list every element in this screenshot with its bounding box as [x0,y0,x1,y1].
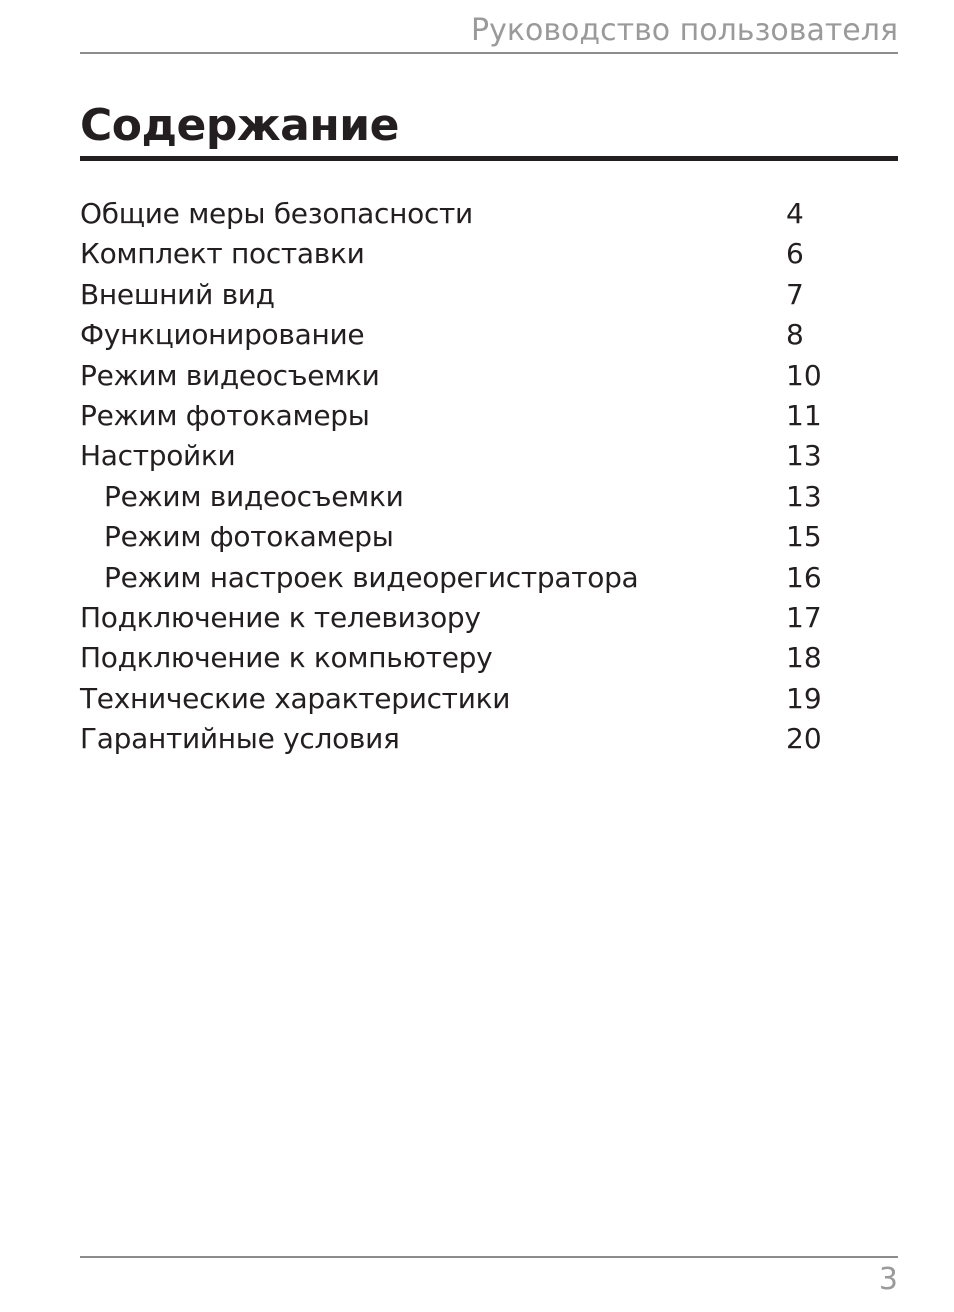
toc-entry[interactable] [80,679,898,719]
toc-entry-title: Режим фотокамеры [104,520,394,554]
toc-entry-title: Режим фотокамеры [80,398,370,432]
toc-entry-page: 13 [786,439,822,473]
toc-entry[interactable] [80,194,898,234]
header-rule [80,52,898,54]
toc-entry[interactable] [80,517,898,557]
toc-entry[interactable] [80,477,898,517]
toc-entry-page: 18 [786,641,822,675]
toc-entry[interactable] [80,638,898,678]
toc-entry-title: Режим настроек видеорегистратора [104,560,639,594]
toc-entry-page: 6 [786,237,804,271]
toc-entry-title: Подключение к компьютеру [80,641,493,675]
toc-entry-page: 13 [786,479,822,513]
toc-entry-page: 10 [786,358,822,392]
toc-entry-page: 4 [786,197,804,230]
toc-entry[interactable] [80,315,898,355]
toc-entry-page: 7 [786,277,804,311]
page-number: 3 [878,1262,898,1297]
toc-entry[interactable] [80,558,898,598]
toc-entry-title: Комплект поставки [80,237,365,271]
title-rule [80,156,898,161]
toc-entry[interactable] [80,436,898,476]
toc-entry-title: Функционирование [80,318,365,352]
toc-entry-page: 16 [786,560,822,594]
toc-entry-page: 15 [786,520,822,554]
footer-rule [80,1256,898,1258]
toc-entry-title: Режим видеосъемки [80,358,380,392]
toc-entry[interactable] [80,275,898,315]
toc-entry[interactable] [80,396,898,436]
toc-entry[interactable] [80,234,898,274]
toc-entry-title: Подключение к телевизору [80,600,481,634]
toc-entry-page: 8 [786,318,804,352]
running-header: Руководство пользователя [471,13,898,48]
toc-entry-title: Гарантийные условия [80,722,400,756]
toc-entry-page: 19 [786,681,822,715]
toc-entry-title: Общие меры безопасности [80,197,473,230]
toc-entry-title: Настройки [80,439,236,473]
toc-entry-title: Технические характеристики [80,681,511,715]
page-title: Содержание [80,100,399,151]
toc-entry-title: Режим видеосъемки [104,479,404,513]
toc-entry[interactable] [80,356,898,396]
toc-entry[interactable] [80,598,898,638]
toc-entry-page: 17 [786,600,822,634]
toc-entry-page: 20 [786,722,822,756]
toc-entry-page: 11 [786,398,822,432]
toc-entry-title: Внешний вид [80,277,275,311]
toc-entry[interactable] [80,719,898,759]
table-of-contents [80,194,898,759]
